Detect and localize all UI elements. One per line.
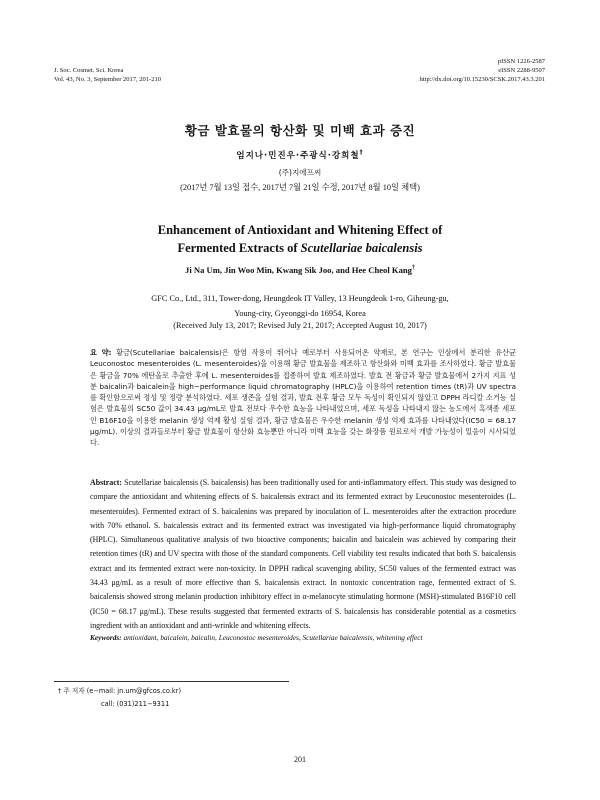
korean-affiliation: (주)지에프씨 <box>278 168 322 177</box>
footnote-phone: call: (031)211−9311 <box>101 700 170 708</box>
doi-link[interactable]: http://dx.doi.org/10.15230/SCSK.2017.43.3.201 <box>419 76 545 83</box>
journal-header-right <box>0 57 545 84</box>
korean-author-mark: † <box>359 149 364 157</box>
footnote-divider <box>54 681 289 682</box>
english-abstract <box>90 476 516 633</box>
keywords <box>90 633 520 643</box>
english-title <box>0 221 600 257</box>
korean-abstract-text: 황금(Scutellariae baicalensis)은 항염 작용이 뛰어나 예로부터 사용되어온 약재로, 본 연구는 인삼에서 분리한 유산균 Leuconostoc mesenteroides (L. mesenteroides)을 이용해 황금 발효물을 제조하고 항산화와 미백 효과를 조사하였다. 황금 발효물은 황금을 70% 에탄올로 추출한 후에 L. mesenteroides를 접종하여 발효 제조하였다. 발효 전 황금과 황금 발효물에서 2가지 지표 성분 baicalin과 baicalein을 high−performance liquid chromatography (HPLC)을 이용하여 retention times (tR)과 UV spectra를 확인함으로써 정성 및 정량 분석하였다. 세포 생존을 실험 결과, 발효 전후 황금 모두 독성이 확인되지 않았고 DPPH 라디칼 소거능 실험은 발효물의 SC50 값이 34.43 μg/mL로 발효 전보다 우수한 효능을 나타내었으며, 세포 독성을 나타내지 않는 농도에서 흑색종 세포인 B16F10을 이용한 melanin 생성 억제 활성 실험 결과, 황금 발효물은 우수한 melanin 생성 억제 효과를 나타내었다(IC50 = 68.17 μg/mL). 이상의 결과들로부터 황금 발효물이 항산화 효능뿐만 아니라 미백 효능을 갖는 화장품 원료로서 개발 가능성이 있음이 시사되었다. <box>90 348 516 447</box>
footnote-author-email: † 주 저자 (e−mail: jn.um@gfcos.co.kr) <box>58 687 182 695</box>
keywords-text: antioxidant, baicalein, baicalin, Leuconostoc mesenteroides, Scutellariae baicalensis, whitening effect <box>121 633 423 642</box>
english-abstract-label: Abstract: <box>90 478 122 487</box>
english-affiliation-line2: Young-city, Gyeonggi-do 16954, Korea <box>234 309 366 318</box>
english-title-species: Scutellariae baicalensis <box>300 241 423 255</box>
korean-authors <box>0 149 600 161</box>
eissn: eISSN 2288-9507 <box>498 67 545 74</box>
english-title-line1: Enhancement of Antioxidant and Whitening Effect of <box>157 223 443 237</box>
korean-title: 황금 발효물의 항산화 및 미백 효과 증진 <box>184 123 416 138</box>
english-authors <box>0 265 600 275</box>
english-dates: (Received July 13, 2017; Revised July 21, 2017; Accepted August 10, 2017) <box>173 321 427 330</box>
korean-abstract-label: 요 약: <box>90 348 112 357</box>
journal-volume: Vol. 43, No. 3, September 2017, 201-210 <box>54 76 161 83</box>
english-affiliation-line1: GFC Co., Ltd., 311, Tower-dong, Heungdeok IT Valley, 13 Heungdeok 1-ro, Giheung-gu, <box>151 294 449 303</box>
korean-author-names: 엄지나·민진우·주광식·강희철 <box>236 151 360 161</box>
journal-name: J. Soc. Cosmet. Sci. Korea <box>54 67 124 74</box>
page-number: 201 <box>294 755 306 764</box>
english-abstract-text: Scutellariae baicalensis (S. baicalensis) has been traditionally used for anti-inflammatory effect. This study was designed to compare the antioxidant and whitening effects of S. baicalensis extract and its fermented extract by Leuconostoc mesenteroides (L. mesenteroides). Fermented extract of S. baicalenins was prepared by inoculation of L. mesenteroides after the extraction procedure with 70% ethanol. S. baicalensis extract and its fermented extract was investigated via high-performance liquid chromatography (HPLC). Simultaneous qualitative analysis of two bioactive components; baicalin and baicalein was achieved by comparing their retention times (tR) and UV spectra with those of the standard components. Cell viability test results indicated that both S. baicalensis extract and its fermented extract were non-toxicity. In DPPH radical scavenging ability, SC50 values of the fermented extract was 34.43 μg/mL as a result of more effective than S. baicalensis extract. In nontoxic concentration rage, fermented extract of S. baicalensis showed strong melanin production inhibitory effect in α-melanocyte stimulating hormone (MSH)-stimulated B16F10 cell (IC50 = 68.17 μg/mL). These results suggested that fermented extracts of S. baicalensis has considerable potential as a cosmetics ingredient with an antioxidant and anti-wrinkle and whitening effects. <box>90 478 516 630</box>
english-affiliation <box>0 291 600 321</box>
pissn: pISSN 1226-2587 <box>497 58 545 65</box>
english-author-names: Ji Na Um, Jin Woo Min, Kwang Sik Joo, and Hee Cheol Kang <box>185 265 412 275</box>
korean-abstract <box>90 347 516 448</box>
keywords-label: Keywords: <box>90 633 122 642</box>
english-author-mark: † <box>411 265 415 272</box>
english-title-line2 <box>0 239 600 257</box>
korean-dates: (2017년 7월 13일 접수, 2017년 7월 21일 수정, 2017년 8월 10일 체택) <box>180 183 420 192</box>
english-title-prefix: Fermented Extracts of <box>177 241 301 255</box>
